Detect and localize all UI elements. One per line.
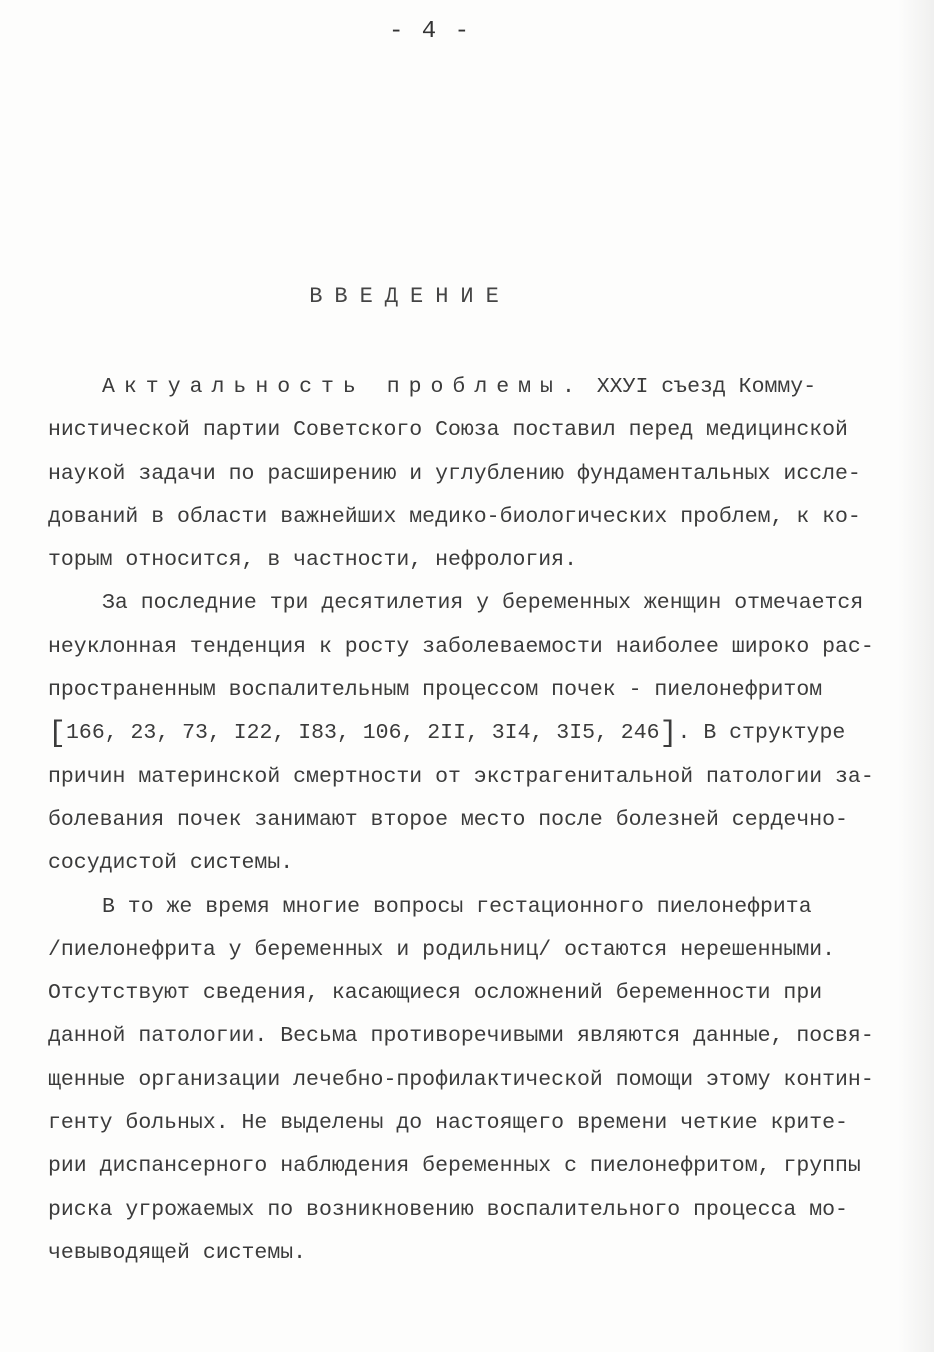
paragraph-1-line-1 xyxy=(48,366,888,409)
paragraph-3-line-7: рии диспансерного наблюдения беременных с пиелонефритом, группы xyxy=(48,1154,861,1179)
paragraph-3-line-9: чевыводящей системы. xyxy=(48,1240,307,1265)
paragraph-2-line-6: болевания почек занимают второе место после болезней сердечно- xyxy=(48,807,848,832)
bracket-open: [ xyxy=(48,717,67,752)
paragraph-2-line-4 xyxy=(48,712,888,755)
paragraph-2-line-2: неуклонная тенденция к росту заболеваемости наиболее широко рас- xyxy=(48,634,874,659)
body-text xyxy=(48,366,888,1275)
paragraph-2-line-3: пространенным воспалительным процессом почек - пиелонефритом xyxy=(48,678,823,703)
paragraph-3-line-3: Отсутствуют сведения, касающиеся осложнений беременности при xyxy=(48,981,823,1006)
text-fragment: . В структуре xyxy=(677,721,846,746)
reference-list: 166, 23, 73, I22, I83, 106, 2II, 3I4, 3I5, 246 xyxy=(66,721,660,746)
paragraph-3-line-2: /пиелонефрита у беременных и родильниц/ остаются нерешенными. xyxy=(48,937,836,962)
paragraph-1-line-4: дований в области важнейших медико-биологических проблем, к ко- xyxy=(48,504,861,529)
paragraph-1-line-5: торым относится, в частности, нефрология. xyxy=(48,548,577,573)
paragraph-2-line-5: причин материнской смертности от экстрагенитальной патологии за- xyxy=(48,764,874,789)
paragraph-3-line-1: В то же время многие вопросы гестационного пиелонефрита xyxy=(102,894,812,919)
text-fragment: ХХУI съезд Комму- xyxy=(583,375,817,399)
scan-edge-shadow xyxy=(898,0,934,1352)
paragraph-3-line-5: щенные организации лечебно-профилактической помощи этому контин- xyxy=(48,1067,874,1092)
paragraph-1-line-3: наукой задачи по расширению и углублению фундаментальных иссле- xyxy=(48,461,861,486)
paragraph-3-line-6: генту больных. Не выделены до настоящего времени четкие крите- xyxy=(48,1111,848,1136)
paragraph-1-line-2: нистической партии Советского Союза поставил перед медицинской xyxy=(48,418,848,443)
paragraph-2-line-7: сосудистой системы. xyxy=(48,851,294,876)
page-number: - 4 - xyxy=(388,18,471,45)
paragraph-3-line-4: данной патологии. Весьма противоречивыми являются данные, посвя- xyxy=(48,1024,874,1049)
paragraph-2-line-1: За последние три десятилетия у беременных женщин отмечается xyxy=(102,591,864,616)
bracket-close: ] xyxy=(659,717,678,752)
section-heading: ВВЕДЕНИЕ xyxy=(309,284,511,309)
paragraph-lead-heading: Актуальность проблемы. xyxy=(102,375,584,399)
paragraph-3-line-8: риска угрожаемых по возникновению воспалительного процесса мо- xyxy=(48,1197,848,1222)
